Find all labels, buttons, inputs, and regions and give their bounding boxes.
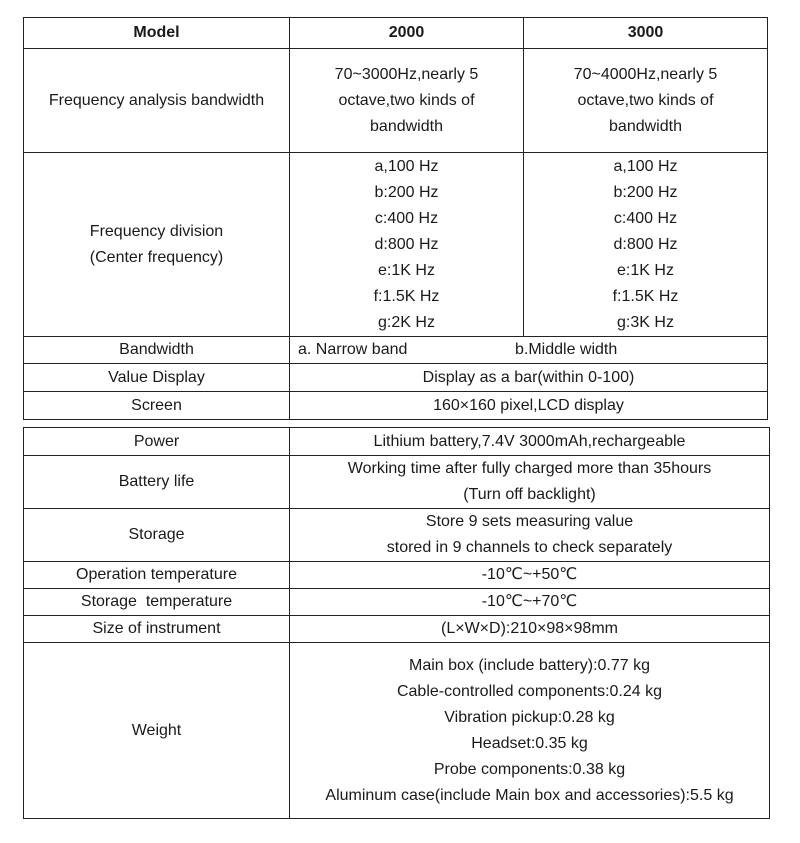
row-label-frequency-division [24, 153, 290, 337]
row-label-storage: Storage [24, 509, 290, 562]
text-line: f:1.5K Hz [612, 287, 679, 305]
text-line: 70~4000Hz,nearly 5 [573, 65, 718, 83]
text-line: octave,two kinds of [338, 91, 475, 109]
text-line: e:1K Hz [378, 261, 435, 279]
bandwidth-options [290, 337, 768, 364]
text-line: Headset:0.35 kg [471, 734, 588, 752]
table-row [24, 49, 768, 153]
text-line: b:200 Hz [374, 183, 439, 201]
screen-value: 160×160 pixel,LCD display [290, 392, 768, 420]
text-line: a,100 Hz [374, 157, 439, 175]
text-line: 70~3000Hz,nearly 5 [334, 65, 479, 83]
freq-division-2000 [290, 153, 524, 337]
power-value: Lithium battery,7.4V 3000mAh,rechargeable [290, 428, 770, 456]
row-label-weight: Weight [24, 643, 290, 819]
storage-value [290, 509, 770, 562]
text-line: bandwidth [370, 117, 443, 135]
text-line: octave,two kinds of [577, 91, 714, 109]
header-model: Model [24, 18, 290, 49]
bandwidth-option-a: a. Narrow band [298, 341, 408, 358]
header-3000: 3000 [524, 18, 768, 49]
size-value: (L×W×D):210×98×98mm [290, 616, 770, 643]
table-row [24, 589, 770, 616]
text-line: Frequency division [89, 222, 224, 240]
freq-bandwidth-2000 [290, 49, 524, 153]
text-line: Cable-controlled components:0.24 kg [396, 682, 663, 700]
table-row [24, 643, 770, 819]
row-label-size: Size of instrument [24, 616, 290, 643]
weight-value [290, 643, 770, 819]
text-line: stored in 9 channels to check separately [386, 539, 673, 556]
text-line: d:800 Hz [613, 235, 678, 253]
text-line: c:400 Hz [374, 209, 439, 227]
table-row [24, 392, 768, 420]
freq-division-3000 [524, 153, 768, 337]
header-2000: 2000 [290, 18, 524, 49]
freq-bandwidth-3000 [524, 49, 768, 153]
text-line: bandwidth [609, 117, 682, 135]
row-label-screen: Screen [24, 392, 290, 420]
text-line: g:2K Hz [378, 313, 435, 331]
text-line: e:1K Hz [617, 261, 674, 279]
battery-life-value [290, 456, 770, 509]
row-label-operation-temperature: Operation temperature [24, 562, 290, 589]
bandwidth-option-b: b.Middle width [515, 341, 618, 358]
text-line: c:400 Hz [613, 209, 678, 227]
row-label-battery-life: Battery life [24, 456, 290, 509]
table-row [24, 18, 768, 49]
table-row [24, 456, 770, 509]
table-row [24, 616, 770, 643]
table-row [24, 428, 770, 456]
text-line: (Turn off backlight) [463, 486, 596, 503]
table-row [24, 562, 770, 589]
spec-table-bottom [23, 427, 770, 819]
text-line: Vibration pickup:0.28 kg [444, 708, 615, 726]
text-line: a,100 Hz [613, 157, 678, 175]
table-row [24, 509, 770, 562]
text-line: g:3K Hz [617, 313, 674, 331]
table-row [24, 153, 768, 337]
table-row [24, 337, 768, 364]
text-line: Aluminum case(include Main box and accessories):5.5 kg [325, 786, 734, 804]
operation-temperature-value: -10℃~+50℃ [290, 562, 770, 589]
text-line: f:1.5K Hz [373, 287, 440, 305]
text-line: Working time after fully charged more than 35hours [347, 460, 712, 477]
row-label-bandwidth: Bandwidth [24, 337, 290, 364]
text-line: b:200 Hz [613, 183, 678, 201]
text-line: Store 9 sets measuring value [425, 513, 634, 530]
row-label-power: Power [24, 428, 290, 456]
text-line: d:800 Hz [374, 235, 439, 253]
text-line: Main box (include battery):0.77 kg [408, 656, 650, 674]
row-label-storage-temperature: Storage temperature [24, 589, 290, 616]
storage-temperature-value: -10℃~+70℃ [290, 589, 770, 616]
text-line: Probe components:0.38 kg [433, 760, 626, 778]
text-line: (Center frequency) [89, 248, 224, 266]
spec-table-top [23, 17, 768, 420]
table-row [24, 364, 768, 392]
row-label-value-display: Value Display [24, 364, 290, 392]
value-display-value: Display as a bar(within 0-100) [290, 364, 768, 392]
row-label-frequency-bandwidth: Frequency analysis bandwidth [24, 49, 290, 153]
